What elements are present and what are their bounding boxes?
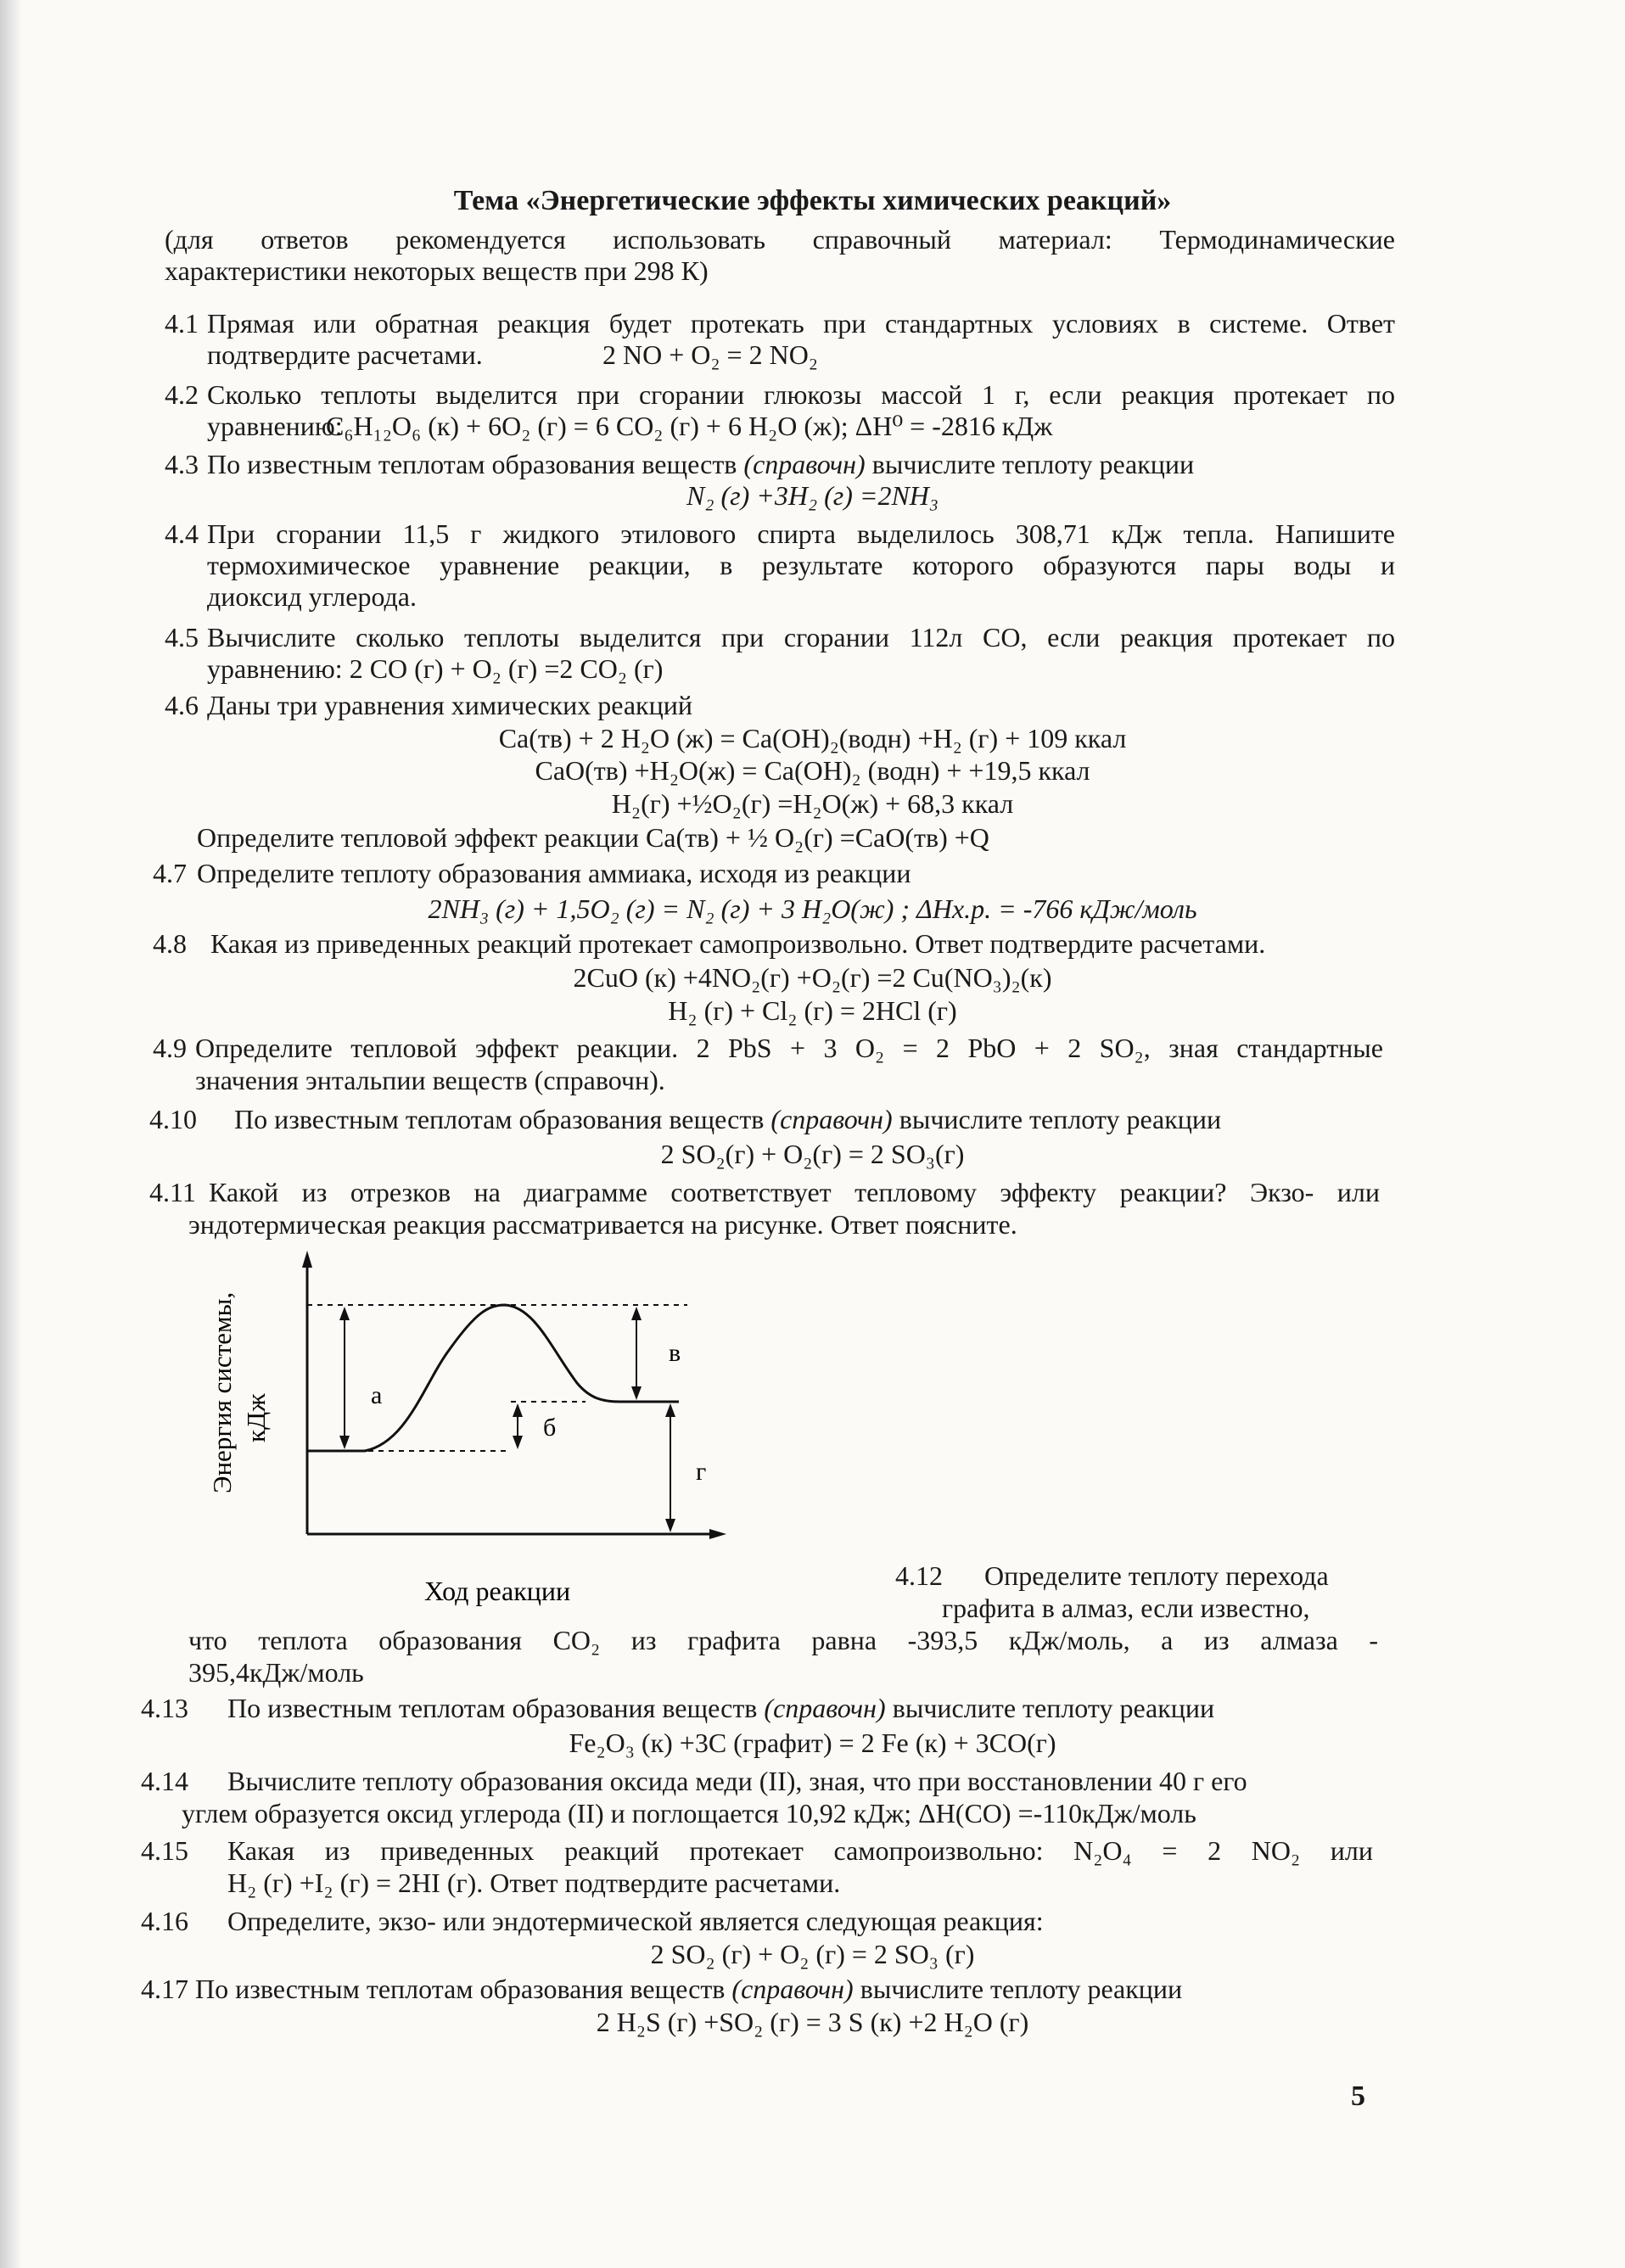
question-text: Определите тепловой эффект реакции. 2 PbS + 3 O₂ = 2 PbO + 2 SO₂, зная стандартные bbox=[195, 1033, 1383, 1063]
question-text: подтвердите расчетами. bbox=[207, 339, 483, 370]
question-number: 4.14 bbox=[141, 1766, 188, 1796]
question-text: Вычислите теплоту образования оксида меди (II), зная, что при восстановлении 40 г его bbox=[227, 1766, 1247, 1796]
arrow-icon bbox=[631, 1386, 642, 1400]
question-text: уравнению: bbox=[207, 411, 343, 441]
question-number: 4.3 bbox=[165, 449, 199, 479]
question-text: эндотермическая реакция рассматривается на рисунке. Ответ поясните. bbox=[188, 1209, 1017, 1240]
reaction-equation: 2 SO₂(г) + O₂(г) = 2 SO₃(г) bbox=[660, 1139, 965, 1169]
energy-curve bbox=[307, 1305, 679, 1451]
question-text: Какой из отрезков на диаграмме соответствует тепловому эффекту реакции? Экзо- или bbox=[209, 1177, 1380, 1207]
page-title: Тема «Энергетические эффекты химических реакций» bbox=[453, 185, 1172, 216]
subtitle-line-1: (для ответов рекомендуется использовать справочный материал: Термодинамические bbox=[165, 224, 1395, 255]
question-text: 395,4кДж/моль bbox=[188, 1657, 364, 1688]
question-text: значения энтальпии веществ (справочн). bbox=[195, 1065, 665, 1095]
question-text: термохимическое уравнение реакции, в результате которого образуются пары воды и bbox=[207, 550, 1395, 580]
question-text: По известным теплотам образования веществ (справочн) вычислите теплоту реакции bbox=[227, 1693, 1215, 1723]
question-number: 4.15 bbox=[141, 1835, 188, 1866]
reference-note: (справочн) bbox=[770, 1104, 893, 1134]
x-axis-label: Ход реакции bbox=[424, 1576, 571, 1606]
reaction-equation: H₂ (г) + Cl₂ (г) = 2HCl (г) bbox=[668, 995, 957, 1026]
reaction-equation: 2 SO₂ (г) + O₂ (г) = 2 SO₃ (г) bbox=[650, 1939, 975, 1969]
question-text: графита в алмаз, если известно, bbox=[942, 1593, 1310, 1623]
arrow-icon bbox=[513, 1403, 523, 1417]
question-number: 4.6 bbox=[165, 690, 199, 720]
arrow-icon bbox=[665, 1519, 675, 1532]
question-text: Прямая или обратная реакция будет протекать при стандартных условиях в системе. Ответ bbox=[207, 308, 1395, 339]
question-number: 4.11 bbox=[149, 1177, 196, 1207]
y-axis-label-unit: кДж bbox=[241, 1393, 271, 1442]
label-v: в bbox=[669, 1339, 681, 1367]
question-text: диоксид углерода. bbox=[207, 581, 417, 612]
reaction-equation: Fe₂O₃ (к) +3C (графит) = 2 Fe (к) + 3CO(г) bbox=[569, 1728, 1056, 1758]
reaction-equation: C₆H₁₂O₆ (к) + 6O₂ (г) = 6 CO₂ (г) + 6 H₂O (ж); ΔH⁰ = -2816 кДж bbox=[326, 411, 1053, 441]
reaction-equation: CaO(тв) +H₂O(ж) = Ca(OH)₂ (водн) + +19,5 ккал bbox=[535, 755, 1090, 786]
energy-diagram bbox=[195, 1239, 755, 1612]
question-text: углем образуется оксид углерода (II) и поглощается 10,92 кДж; ΔH(CO) =-110кДж/моль bbox=[182, 1798, 1196, 1828]
arrow-icon bbox=[665, 1403, 675, 1417]
reaction-equation: 2CuO (к) +4NO₂(г) +O₂(г) =2 Cu(NO₃)₂(к) bbox=[573, 962, 1052, 993]
question-text: Даны три уравнения химических реакций bbox=[207, 690, 692, 720]
reaction-equation: 2 NO + O₂ = 2 NO₂ bbox=[602, 339, 818, 370]
reference-note: (справочн) bbox=[743, 449, 866, 479]
question-number: 4.4 bbox=[165, 518, 199, 549]
question-text: что теплота образования CO₂ из графита равна -393,5 кДж/моль, а из алмаза - bbox=[188, 1625, 1378, 1655]
reaction-equation: Ca(тв) + 2 H₂O (ж) = Ca(OH)₂(водн) +H₂ (г) + 109 ккал bbox=[498, 723, 1127, 753]
question-text: По известным теплотам образования веществ (справочн) вычислите теплоту реакции bbox=[234, 1104, 1222, 1134]
question-number: 4.8 bbox=[153, 928, 187, 959]
reaction-equation: H₂(г) +½O₂(г) =H₂O(ж) + 68,3 ккал bbox=[611, 788, 1014, 819]
arrow-icon bbox=[339, 1307, 350, 1320]
label-g: г bbox=[696, 1458, 707, 1486]
question-text: Вычислите сколько теплоты выделится при сгорании 112л CO, если реакция протекает по bbox=[207, 622, 1395, 652]
y-axis-label: Энергия системы, bbox=[207, 1291, 237, 1493]
reaction-equation: 2 H₂S (г) +SO₂ (г) = 3 S (к) +2 H₂O (г) bbox=[596, 2007, 1029, 2037]
question-text: Какая из приведенных реакций протекает самопроизвольно. Ответ подтвердите расчетами. bbox=[210, 928, 1266, 959]
question-number: 4.5 bbox=[165, 622, 199, 652]
question-text: уравнению: 2 CO (г) + O₂ (г) =2 CO₂ (г) bbox=[207, 653, 664, 684]
question-text: Определите, экзо- или эндотермической является следующая реакция: bbox=[227, 1906, 1044, 1936]
y-axis-arrow-icon bbox=[302, 1251, 312, 1268]
question-number: 4.1 bbox=[165, 308, 199, 339]
scan-edge-shadow bbox=[0, 0, 22, 2268]
question-number: 4.16 bbox=[141, 1906, 188, 1936]
label-b: б bbox=[543, 1414, 557, 1442]
question-text: По известным теплотам образования веществ (справочн) вычислите теплоту реакции bbox=[207, 449, 1195, 479]
question-number: 4.9 bbox=[153, 1033, 187, 1063]
question-text: Сколько теплоты выделится при сгорании глюкозы массой 1 г, если реакция протекает по bbox=[207, 379, 1395, 410]
arrow-icon bbox=[631, 1307, 642, 1320]
question-text: Какая из приведенных реакций протекает самопроизвольно: N₂O₄ = 2 NO₂ или bbox=[227, 1835, 1373, 1866]
arrow-icon bbox=[513, 1436, 523, 1449]
question-text: H₂ (г) +I₂ (г) = 2HI (г). Ответ подтвердите расчетами. bbox=[227, 1868, 841, 1898]
reaction-equation: N₂ (г) +3H₂ (г) =2NH₃ bbox=[686, 480, 939, 511]
question-number: 4.7 bbox=[153, 858, 187, 888]
x-axis-arrow-icon bbox=[709, 1529, 726, 1539]
label-a: а bbox=[371, 1381, 383, 1409]
subtitle-line-2: характеристики некоторых веществ при 298 К) bbox=[165, 255, 709, 286]
question-text: Определите теплоту перехода bbox=[984, 1560, 1329, 1591]
question-number: 4.12 bbox=[895, 1560, 943, 1591]
page-number: 5 bbox=[1351, 2080, 1365, 2112]
question-text: При сгорании 11,5 г жидкого этилового спирта выделилось 308,71 кДж тепла. Напишите bbox=[207, 518, 1395, 549]
question-number: 4.2 bbox=[165, 379, 199, 410]
question-number: 4.10 bbox=[149, 1104, 197, 1134]
question-text: По известным теплотам образования веществ (справочн) вычислите теплоту реакции bbox=[195, 1974, 1183, 2004]
reaction-equation: 2NH₃ (г) + 1,5O₂ (г) = N₂ (г) + 3 H₂O(ж) ; ΔHх.р. = -766 кДж/моль bbox=[428, 893, 1197, 924]
question-text: Определите теплоту образования аммиака, исходя из реакции bbox=[197, 858, 911, 888]
question-number: 4.17 bbox=[141, 1974, 188, 2004]
question-number: 4.13 bbox=[141, 1693, 188, 1723]
arrow-icon bbox=[339, 1436, 350, 1449]
reference-note: (справочн) bbox=[731, 1974, 854, 2004]
reference-note: (справочн) bbox=[764, 1693, 886, 1723]
question-text: Определите тепловой эффект реакции Ca(тв) + ½ O₂(г) =CaO(тв) +Q bbox=[197, 822, 989, 853]
